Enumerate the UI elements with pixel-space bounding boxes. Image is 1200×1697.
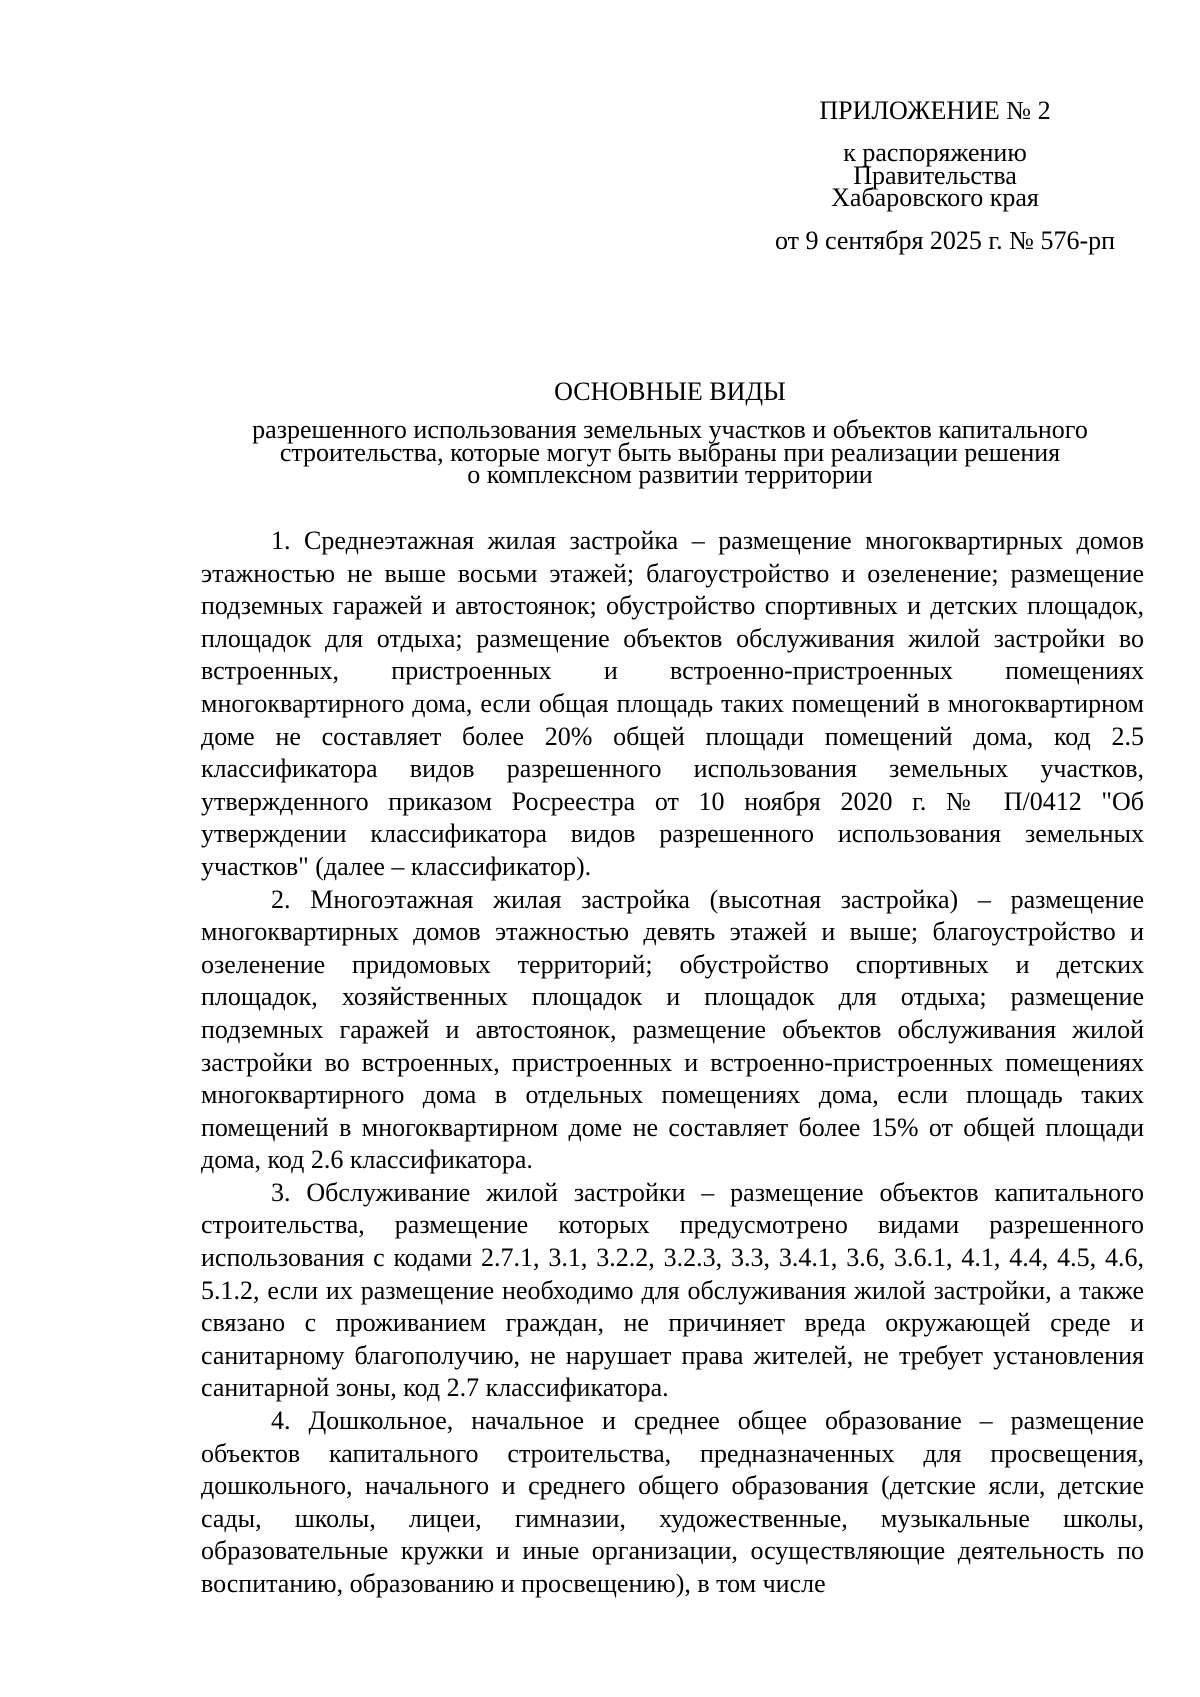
subtitle-line-2: строительства, которые могут быть выбраны при реализации решения (279, 438, 1061, 467)
appendix-number: ПРИЛОЖЕНИЕ № 2 (819, 96, 1051, 125)
appendix-line-3: Хабаровского края (831, 183, 1039, 212)
appendix-line-1: к распоряжению (843, 138, 1027, 167)
paragraph-3: 3. Обслуживание жилой застройки – размещение объектов капитального строительства, размещение которых предусмотрено видами разрешенного использования с кодами 2.7.1, 3.1, 3.2.2, 3.2.3, 3.3, 3.4.1, 3.6, 3.6.1, 4.1, 4.4, 4.5, 4.6, 5.1.2, если их размещение необходимо для обслуживания жилой застройки, а также связано с проживанием граждан, не причиняет вреда окружающей среде и санитарному благополучию, не нарушает права жителей, не требует установления санитарной зоны, код 2.7 классификатора. (201, 1177, 1144, 1403)
appendix-date: от 9 сентября 2025 г. № 576-рп (774, 226, 1116, 255)
appendix-line-2: Правительства (853, 161, 1017, 190)
paragraph-2: 2. Многоэтажная жилая застройка (высотная застройка) – размещение многоквартирных домов этажностью девять этажей и выше; благоустройство и озеленение придомовых территорий; обустройство спортивных и детских площадок, хозяйственных площадок и площадок для отдыха; размещение подземных гаражей и автостоянок, размещение объектов обслуживания жилой застройки во встроенных, пристроенных и встроенно-пристроенных помещениях многоквартирного дома в отдельных помещениях дома, если площадь таких помещений в многоквартирном доме не составляет более 15% от общей площади дома, код 2.6 классификатора. (201, 884, 1144, 1175)
paragraph-1: 1. Среднеэтажная жилая застройка – размещение многоквартирных домов этажностью не выше восьми этажей; благоустройство и озеленение; размещение подземных гаражей и автостоянок; обустройство спортивных и детских площадок, площадок для отдыха; размещение объектов обслуживания жилой застройки во встроенных, пристроенных и встроенно-пристроенных помещениях многоквартирного дома, если общая площадь таких помещений в многоквартирном доме не составляет более 20% общей площади помещений дома, код 2.5 классификатора видов разрешенного использования земельных участков, утвержденного приказом Росреестра от 10 ноября 2020 г. № П/0412 "Об утверждении классификатора видов разрешенного использования земельных участков" (далее – классификатор). (201, 526, 1144, 881)
subtitle-line-1: разрешенного использования земельных участков и объектов капитального (252, 415, 1088, 444)
document-body (201, 525, 1144, 1601)
paragraph-4: 4. Дошкольное, начальное и среднее общее образование – размещение объектов капитального строительства, предназначенных для просвещения, дошкольного, начального и среднего общего образования (детские ясли, детские сады, школы, лицеи, гимназии, художественные, музыкальные школы, образовательные кружки и иные организации, осуществляющие деятельность по воспитанию, образованию и просвещению), в том числе (201, 1406, 1144, 1598)
document-title: ОСНОВНЫЕ ВИДЫ (554, 377, 786, 406)
subtitle-line-3: о комплексном развитии территории (467, 460, 873, 489)
